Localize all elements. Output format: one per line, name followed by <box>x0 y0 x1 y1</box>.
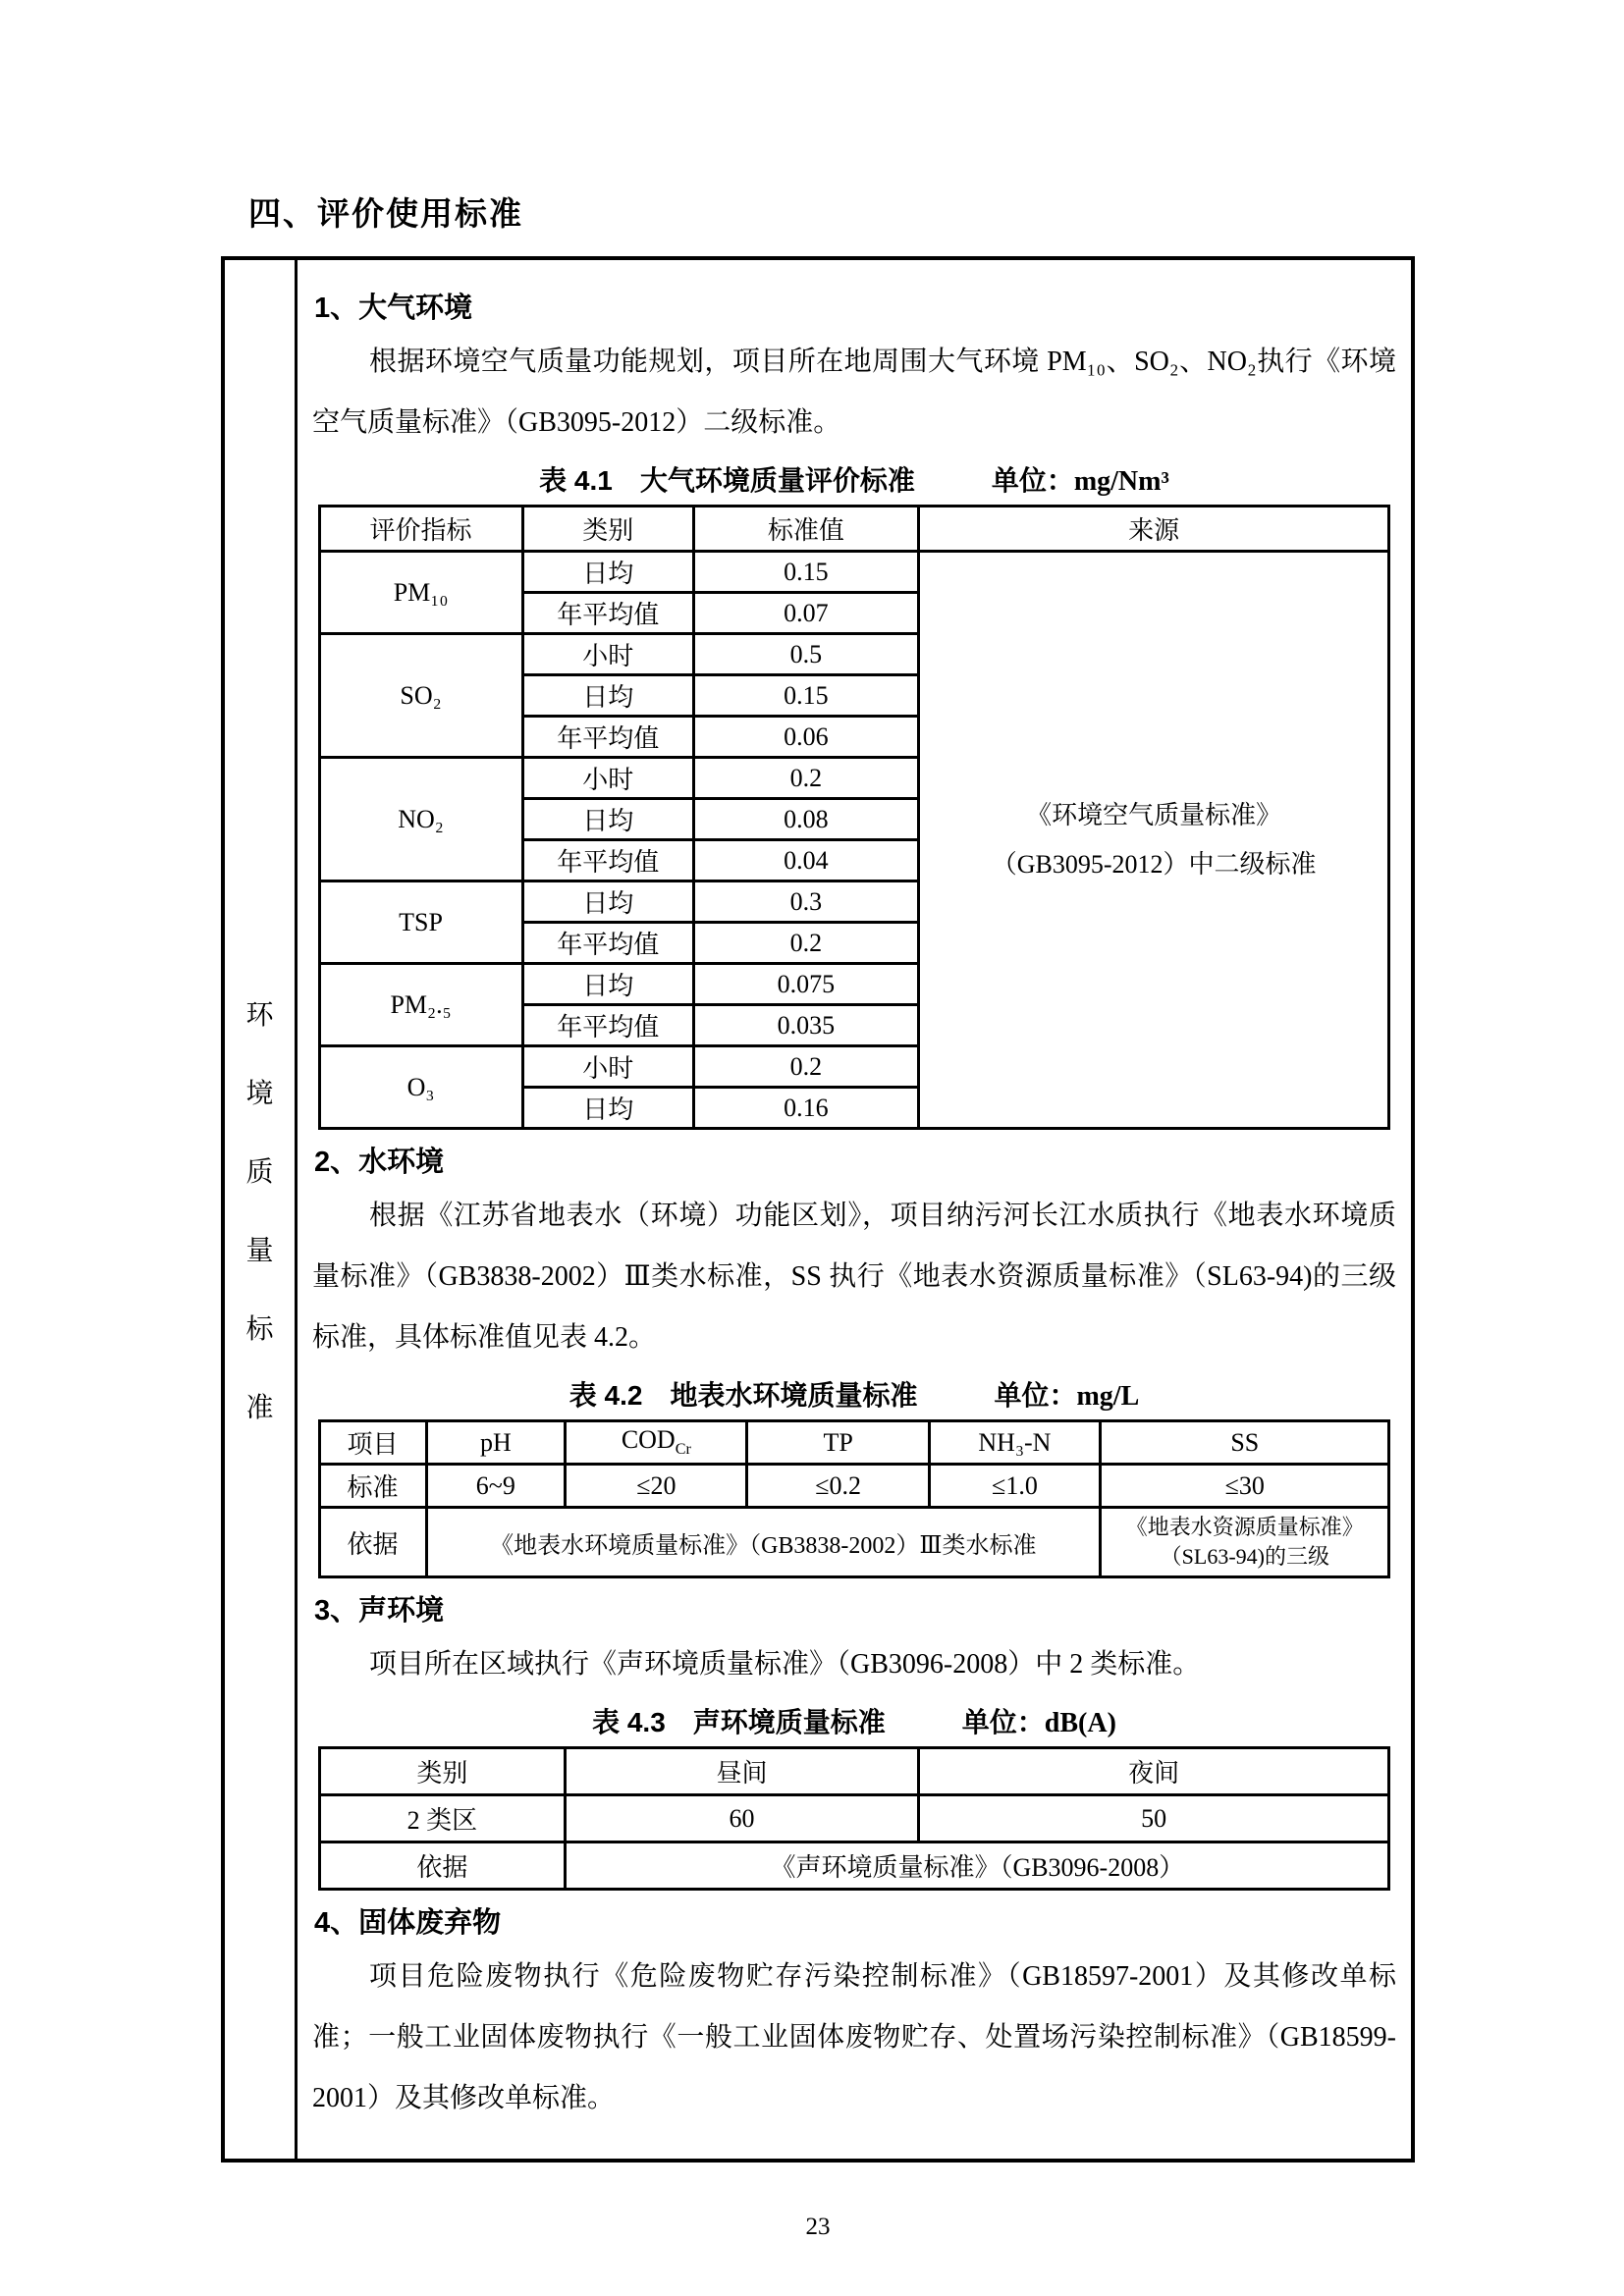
table-4-2-caption-row <box>312 1374 1396 1414</box>
table-4-3-caption-row <box>312 1701 1396 1740</box>
table-row-basis <box>319 1508 1389 1577</box>
standards-content <box>298 260 1411 2159</box>
category-cell: 日均 <box>522 1088 693 1129</box>
section-air-heading: 1、大气环境 <box>314 293 473 324</box>
col-header-ss: SS <box>1101 1421 1389 1465</box>
table-4-2-unit: 单位：mg/L <box>994 1381 1140 1412</box>
basis-ss-cell: 《地表水资源质量标准》（SL63-94)的三级 <box>1101 1508 1389 1577</box>
col-header-category: 类别 <box>522 507 693 552</box>
col-header-tp: TP <box>747 1421 929 1465</box>
value-cell: 0.035 <box>693 1005 918 1046</box>
pollutant-o3: O₃ <box>319 1046 522 1129</box>
table-row-class2 <box>319 1795 1389 1842</box>
pollutant-tsp: TSP <box>319 881 522 964</box>
basis-cell: 《声环境质量标准》（GB3096-2008） <box>566 1842 1389 1890</box>
value-cell: 0.2 <box>693 758 918 799</box>
value-cell: ≤30 <box>1101 1465 1389 1508</box>
col-header-ph: pH <box>426 1421 566 1465</box>
value-cell: 0.07 <box>693 593 918 634</box>
value-cell: ≤20 <box>566 1465 747 1508</box>
noise-paragraph: 项目所在区域执行《声环境质量标准》（GB3096-2008）中 2 类标准。 <box>369 1649 1201 1680</box>
pollutant-so2: SO₂ <box>319 634 522 758</box>
row-label-basis: 依据 <box>319 1508 426 1577</box>
section-water-heading: 2、水环境 <box>314 1147 445 1178</box>
source-line: 《环境空气质量标准》 <box>1026 800 1282 829</box>
cod-subscript: Cr <box>675 1441 691 1459</box>
sidebar-char: 境 <box>245 1079 274 1109</box>
daytime-value: 60 <box>566 1795 919 1842</box>
sidebar-char: 标 <box>245 1314 274 1345</box>
source-cell <box>918 552 1389 1129</box>
col-header-daytime: 昼间 <box>566 1748 919 1795</box>
pollutant-pm10: PM₁₀ <box>319 552 522 634</box>
page-number: 23 <box>805 2214 831 2240</box>
table-header-row <box>319 1748 1389 1795</box>
category-cell: 日均 <box>522 675 693 717</box>
table-4-1-unit: 单位：mg/Nm³ <box>991 466 1169 497</box>
row-label-class2: 2 类区 <box>319 1795 566 1842</box>
table-row-basis <box>319 1842 1389 1890</box>
col-header-class: 类别 <box>319 1748 566 1795</box>
value-cell: 0.04 <box>693 840 918 881</box>
table-4-3-unit: 单位：dB(A) <box>961 1708 1116 1738</box>
value-cell: 0.15 <box>693 552 918 593</box>
value-cell: 0.16 <box>693 1088 918 1129</box>
pollutant-no2: NO₂ <box>319 758 522 881</box>
col-header-indicator: 评价指标 <box>319 507 522 552</box>
col-header-cod <box>566 1421 747 1465</box>
value-cell: 0.06 <box>693 717 918 758</box>
table-header-row <box>319 1421 1389 1465</box>
table-4-1-caption-row <box>312 459 1396 499</box>
value-cell: 0.3 <box>693 881 918 923</box>
category-cell: 年平均值 <box>522 1005 693 1046</box>
row-label-basis: 依据 <box>319 1842 566 1890</box>
value-cell: ≤0.2 <box>747 1465 929 1508</box>
nighttime-value: 50 <box>918 1795 1389 1842</box>
section-noise-heading: 3、声环境 <box>314 1595 445 1627</box>
category-cell: 日均 <box>522 552 693 593</box>
basis-main-cell: 《地表水环境质量标准》（GB3838-2002）Ⅲ类水标准 <box>426 1508 1101 1577</box>
value-cell: 0.075 <box>693 964 918 1005</box>
category-cell: 日均 <box>522 881 693 923</box>
source-line: （GB3095-2012）中二级标准 <box>991 849 1317 879</box>
table-row <box>319 552 1389 593</box>
section-solid-waste-heading: 4、固体废弃物 <box>314 1907 502 1939</box>
value-cell: ≤1.0 <box>929 1465 1100 1508</box>
category-cell: 年平均值 <box>522 923 693 964</box>
sidebar-char: 准 <box>245 1393 274 1423</box>
value-cell: 0.5 <box>693 634 918 675</box>
sidebar-char: 环 <box>245 1000 274 1031</box>
category-cell: 年平均值 <box>522 593 693 634</box>
category-cell: 年平均值 <box>522 717 693 758</box>
table-4-3-noise <box>318 1746 1391 1891</box>
value-cell: 0.15 <box>693 675 918 717</box>
category-cell: 日均 <box>522 964 693 1005</box>
value-cell: 0.2 <box>693 1046 918 1088</box>
table-4-3-caption: 表 4.3 声环境质量标准 <box>592 1707 886 1737</box>
sidebar-char: 质 <box>245 1157 274 1188</box>
water-paragraph: 根据《江苏省地表水（环境）功能区划》，项目纳污河长江水质执行《地表水环境质量标准》（GB3838-2002）Ⅲ类水标准，SS 执行《地表水资源质量标准》（SL63-94)的三级标准，具体标准值见表 4.2。 <box>312 1201 1396 1353</box>
air-paragraph: 根据环境空气质量功能规划，项目所在地周围大气环境 PM₁₀、SO₂、NO₂执行《环境空气质量标准》（GB3095-2012）二级标准。 <box>312 347 1396 438</box>
col-header-item: 项目 <box>319 1421 426 1465</box>
category-cell: 小时 <box>522 634 693 675</box>
col-header-nh3n: NH₃-N <box>929 1421 1100 1465</box>
table-4-2-caption: 表 4.2 地表水环境质量标准 <box>568 1380 918 1411</box>
col-header-nighttime: 夜间 <box>918 1748 1389 1795</box>
table-4-1-caption: 表 4.1 大气环境质量评价标准 <box>539 465 915 496</box>
category-cell: 日均 <box>522 799 693 840</box>
table-4-1-air-quality <box>318 505 1391 1130</box>
cod-label: COD <box>621 1425 676 1455</box>
row-label-standard: 标准 <box>319 1465 426 1508</box>
category-cell: 年平均值 <box>522 840 693 881</box>
value-cell: 6~9 <box>426 1465 566 1508</box>
category-cell: 小时 <box>522 1046 693 1088</box>
col-header-standard-value: 标准值 <box>693 507 918 552</box>
solid-waste-paragraph: 项目危险废物执行《危险废物贮存污染控制标准》（GB18597-2001）及其修改单标准；一般工业固体废物执行《一般工业固体废物贮存、处置场污染控制标准》（GB18599-2001）及其修改单标准。 <box>312 1961 1396 2113</box>
table-header-row <box>319 507 1389 552</box>
standards-frame <box>221 256 1415 2163</box>
table-row-standard <box>319 1465 1389 1508</box>
page-title: 四、评价使用标准 <box>248 195 523 232</box>
pollutant-pm25: PM₂.₅ <box>319 964 522 1046</box>
value-cell: 0.08 <box>693 799 918 840</box>
sidebar-environmental-quality-standards <box>225 260 298 2159</box>
col-header-source: 来源 <box>918 507 1389 552</box>
sidebar-char: 量 <box>245 1236 274 1266</box>
table-4-2-surface-water <box>318 1419 1391 1578</box>
value-cell: 0.2 <box>693 923 918 964</box>
category-cell: 小时 <box>522 758 693 799</box>
